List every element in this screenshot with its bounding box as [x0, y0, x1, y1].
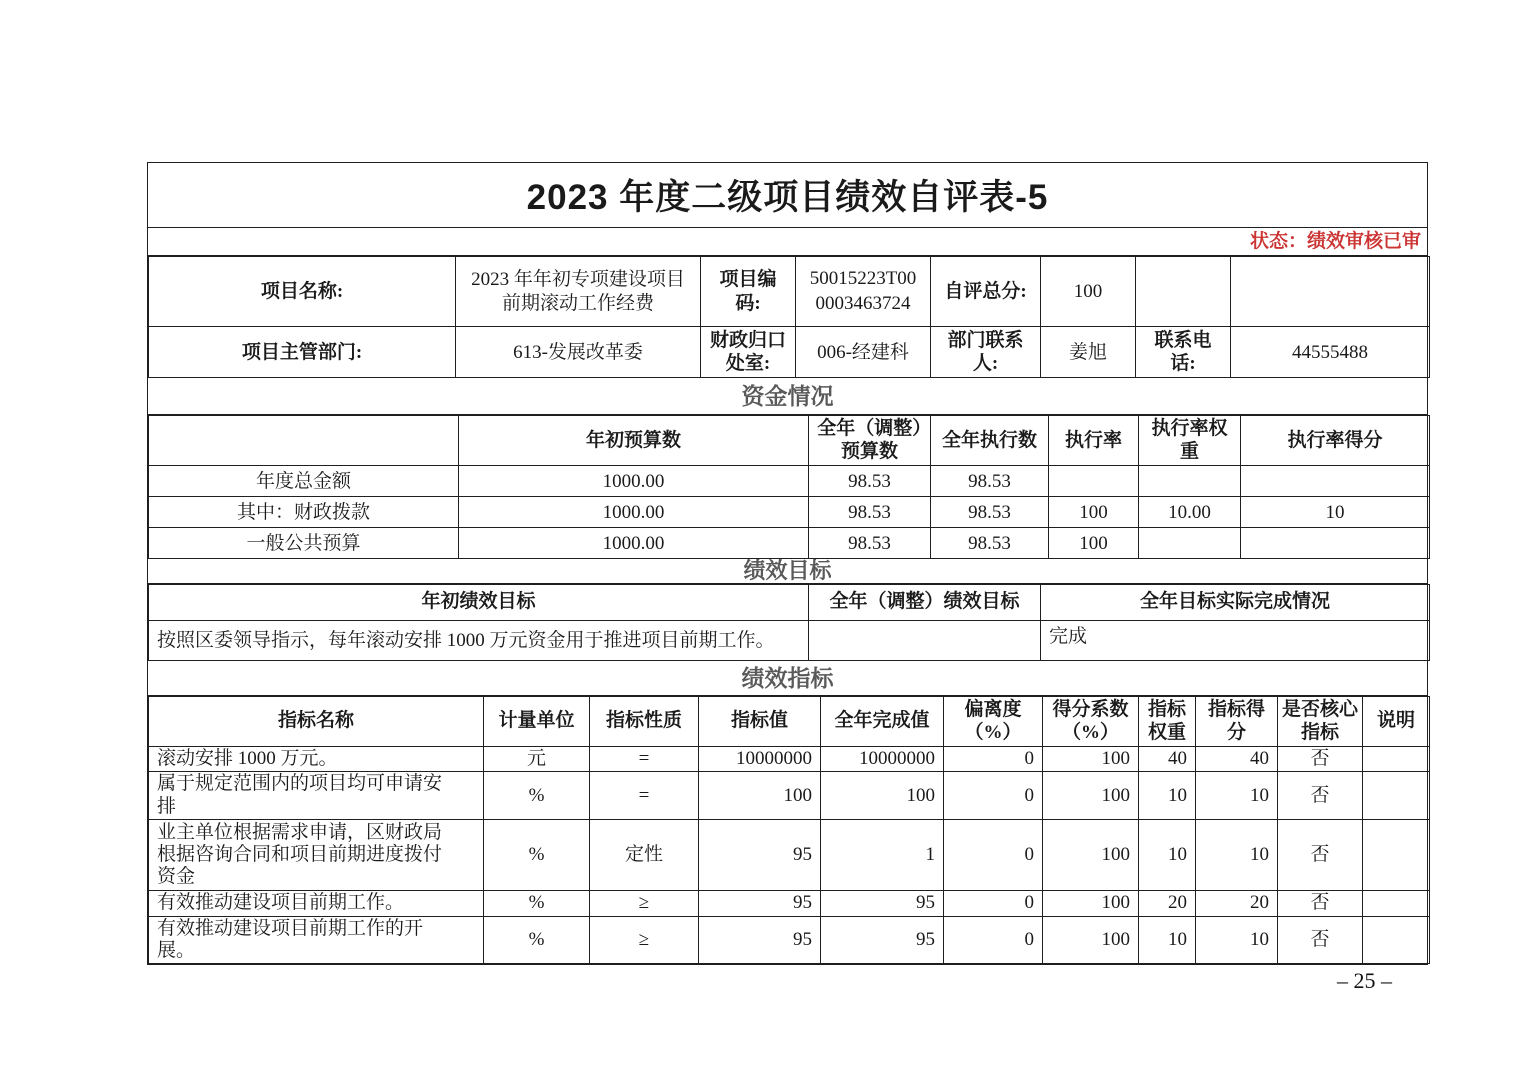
cell: 否 [1278, 916, 1363, 964]
cell [1363, 746, 1430, 771]
cell: 95 [699, 916, 821, 964]
self-score-label: 自评总分: [931, 257, 1041, 327]
cell: 定性 [590, 820, 699, 891]
table-row [149, 772, 1430, 820]
cell: 100 [1043, 772, 1139, 820]
table-header-row [149, 697, 1430, 747]
cell: 100 [1043, 891, 1139, 916]
cell: 10000000 [821, 746, 944, 771]
table-row [149, 466, 1430, 497]
cell: 否 [1278, 891, 1363, 916]
indicator-name: 滚动安排 1000 万元。 [149, 746, 484, 771]
table-header-row [149, 416, 1430, 466]
cell: 0 [944, 772, 1043, 820]
status-badge: 状态：绩效审核已审 [148, 228, 1427, 256]
cell: = [590, 746, 699, 771]
cell [1363, 916, 1430, 964]
column-header: 全年（调整）预算数 [809, 416, 931, 466]
column-header: 全年（调整）绩效目标 [809, 585, 1041, 621]
cell: 100 [1043, 916, 1139, 964]
project-code-label: 项目编码: [701, 257, 796, 327]
cell: 元 [484, 746, 590, 771]
cell: 10 [1196, 772, 1278, 820]
funds-table [148, 415, 1430, 559]
contact-value: 姜旭 [1041, 327, 1136, 378]
indicator-name: 有效推动建设项目前期工作的开展。 [149, 916, 484, 964]
column-header: 年初绩效目标 [149, 585, 809, 621]
table-row [149, 820, 1430, 891]
department-label: 项目主管部门: [149, 327, 456, 378]
cell: 否 [1278, 772, 1363, 820]
cell: 0 [944, 820, 1043, 891]
cell: 1000.00 [459, 466, 809, 497]
cell: 10 [1139, 820, 1196, 891]
cell: 0 [944, 746, 1043, 771]
cell [1139, 466, 1241, 497]
department-value: 613-发展改革委 [456, 327, 701, 378]
table-row [149, 497, 1430, 528]
evaluation-form [147, 162, 1428, 965]
row-label: 其中：财政拨款 [149, 497, 459, 528]
cell: 95 [699, 891, 821, 916]
cell: 否 [1278, 746, 1363, 771]
table-header-row [149, 585, 1430, 621]
finance-office-value: 006-经建科 [796, 327, 931, 378]
cell: 10.00 [1139, 497, 1241, 528]
indicators-table [148, 696, 1430, 964]
cell: 10 [1139, 772, 1196, 820]
row-label: 年度总金额 [149, 466, 459, 497]
cell: 100 [1049, 497, 1139, 528]
column-header: 得分系数（%） [1043, 697, 1139, 747]
cell: 20 [1196, 891, 1278, 916]
cell: 100 [1043, 746, 1139, 771]
cell: 0 [944, 891, 1043, 916]
column-header: 执行率 [1049, 416, 1139, 466]
cell: 1000.00 [459, 497, 809, 528]
cell [1363, 820, 1430, 891]
cell: 98.53 [931, 466, 1049, 497]
cell [1241, 528, 1430, 559]
cell: ≥ [590, 891, 699, 916]
cell: 100 [699, 772, 821, 820]
column-header: 指标名称 [149, 697, 484, 747]
project-name-value: 2023 年年初专项建设项目前期滚动工作经费 [456, 257, 701, 327]
indicator-name: 属于规定范围内的项目均可申请安排 [149, 772, 484, 820]
cell: 98.53 [931, 528, 1049, 559]
empty-cell [1136, 257, 1231, 327]
page-title: 2023 年度二级项目绩效自评表-5 [148, 163, 1427, 228]
project-code-value: 50015223T000003463724 [796, 257, 931, 327]
self-score-value: 100 [1041, 257, 1136, 327]
table-row [149, 621, 1430, 661]
row-label: 一般公共预算 [149, 528, 459, 559]
cell: 100 [1049, 528, 1139, 559]
cell: 10 [1196, 820, 1278, 891]
cell: = [590, 772, 699, 820]
adjusted-goal-text [809, 621, 1041, 661]
cell: 95 [821, 891, 944, 916]
section-title-funds: 资金情况 [148, 378, 1427, 415]
goal-completion-text: 完成 [1041, 621, 1430, 661]
cell: ≥ [590, 916, 699, 964]
initial-goal-text: 按照区委领导指示，每年滚动安排 1000 万元资金用于推进项目前期工作。 [149, 621, 809, 661]
indicator-name: 业主单位根据需求申请，区财政局根据咨询合同和项目前期进度拨付资金 [149, 820, 484, 891]
empty-cell [1231, 257, 1430, 327]
column-header: 偏离度（%） [944, 697, 1043, 747]
cell: 10 [1139, 916, 1196, 964]
column-header: 指标性质 [590, 697, 699, 747]
table-row [149, 746, 1430, 771]
column-header: 指标权重 [1139, 697, 1196, 747]
cell: 98.53 [809, 466, 931, 497]
table-row [149, 916, 1430, 964]
indicator-name: 有效推动建设项目前期工作。 [149, 891, 484, 916]
column-header: 指标得分 [1196, 697, 1278, 747]
goals-table [148, 584, 1430, 661]
cell: 0 [944, 916, 1043, 964]
cell: 10000000 [699, 746, 821, 771]
cell: 98.53 [931, 497, 1049, 528]
column-header: 指标值 [699, 697, 821, 747]
project-name-label: 项目名称: [149, 257, 456, 327]
cell: 95 [699, 820, 821, 891]
column-header [149, 416, 459, 466]
cell [1241, 466, 1430, 497]
cell: 40 [1196, 746, 1278, 771]
column-header: 年初预算数 [459, 416, 809, 466]
phone-value: 44555488 [1231, 327, 1430, 378]
phone-label: 联系电话: [1136, 327, 1231, 378]
cell: % [484, 891, 590, 916]
table-row [149, 257, 1430, 327]
cell: 1 [821, 820, 944, 891]
column-header: 全年完成值 [821, 697, 944, 747]
finance-office-label: 财政归口处室: [701, 327, 796, 378]
cell: 10 [1241, 497, 1430, 528]
cell: 10 [1196, 916, 1278, 964]
cell: 1000.00 [459, 528, 809, 559]
column-header: 是否核心指标 [1278, 697, 1363, 747]
cell: 100 [821, 772, 944, 820]
cell: % [484, 772, 590, 820]
column-header: 执行率得分 [1241, 416, 1430, 466]
table-row [149, 528, 1430, 559]
contact-label: 部门联系人: [931, 327, 1041, 378]
column-header: 计量单位 [484, 697, 590, 747]
cell: 20 [1139, 891, 1196, 916]
cell [1363, 772, 1430, 820]
table-row [149, 327, 1430, 378]
column-header: 全年执行数 [931, 416, 1049, 466]
cell: 98.53 [809, 528, 931, 559]
cell [1049, 466, 1139, 497]
section-title-goals: 绩效目标 [148, 559, 1427, 584]
cell [1363, 891, 1430, 916]
cell [1139, 528, 1241, 559]
project-info-table [148, 256, 1430, 378]
cell: 40 [1139, 746, 1196, 771]
column-header: 执行率权重 [1139, 416, 1241, 466]
page-number: – 25 – [1337, 968, 1392, 993]
cell: 否 [1278, 820, 1363, 891]
table-row [149, 891, 1430, 916]
cell: % [484, 916, 590, 964]
cell: 98.53 [809, 497, 931, 528]
column-header: 说明 [1363, 697, 1430, 747]
cell: % [484, 820, 590, 891]
column-header: 全年目标实际完成情况 [1041, 585, 1430, 621]
cell: 95 [821, 916, 944, 964]
cell: 100 [1043, 820, 1139, 891]
section-title-indicators: 绩效指标 [148, 661, 1427, 696]
